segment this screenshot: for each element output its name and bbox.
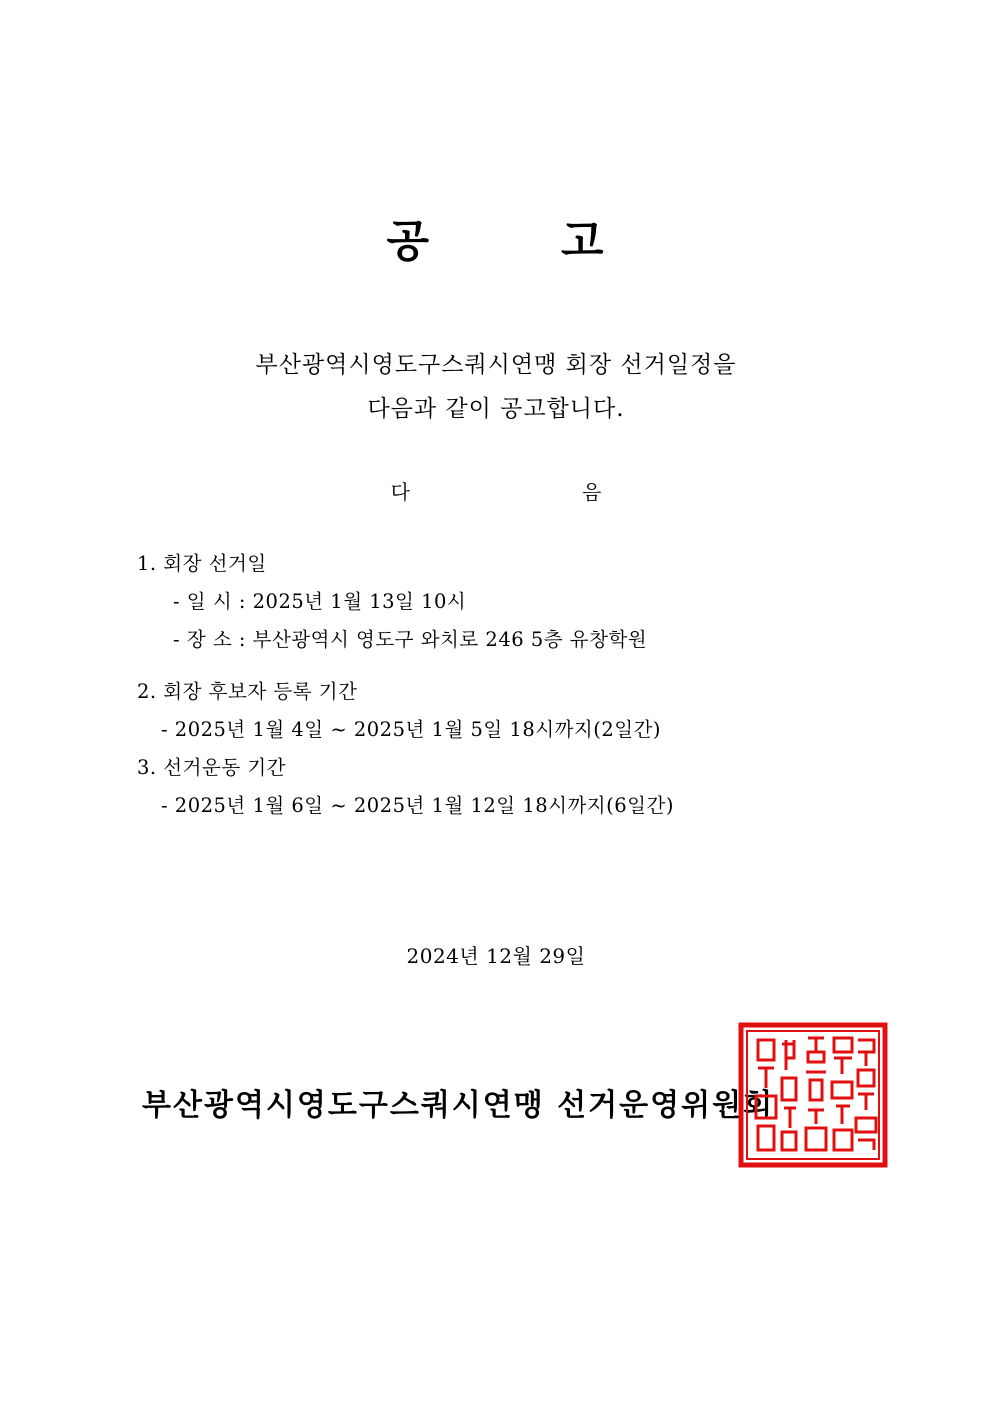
item-1-heading: 1. 회장 선거일 [137, 552, 267, 575]
details-heading-char-2: 음 [582, 480, 602, 504]
item-1-detail-2: - 장 소 : 부산광역시 영도구 와치로 246 5층 유창학원 [173, 628, 648, 651]
seal-glyphs [756, 1038, 876, 1150]
title-char-2: 고 [561, 216, 606, 267]
intro-paragraph [0, 343, 992, 431]
details-heading-char-1: 다 [390, 480, 410, 504]
intro-line-1: 부산광역시영도구스쿼시연맹 회장 선거일정을 [255, 352, 737, 378]
item-2-heading: 2. 회장 후보자 등록 기간 [137, 680, 358, 703]
item-3-detail-1: - 2025년 1월 6일 ~ 2025년 1월 12일 18시까지(6일간) [161, 794, 674, 817]
details-heading [0, 476, 992, 505]
organization-name: 부산광역시영도구스쿼시연맹 선거운영위원회 [142, 1088, 775, 1123]
notice-title [0, 205, 992, 269]
official-seal [738, 1022, 888, 1168]
item-3-heading: 3. 선거운동 기간 [137, 756, 287, 779]
notice-date: 2024년 12월 29일 [406, 944, 586, 968]
intro-line-2: 다음과 같이 공고합니다. [367, 396, 625, 422]
item-1-detail-1: - 일 시 : 2025년 1월 13일 10시 [173, 590, 467, 613]
title-char-1: 공 [386, 216, 431, 267]
item-2-detail-1: - 2025년 1월 4일 ~ 2025년 1월 5일 18시까지(2일간) [161, 718, 662, 741]
